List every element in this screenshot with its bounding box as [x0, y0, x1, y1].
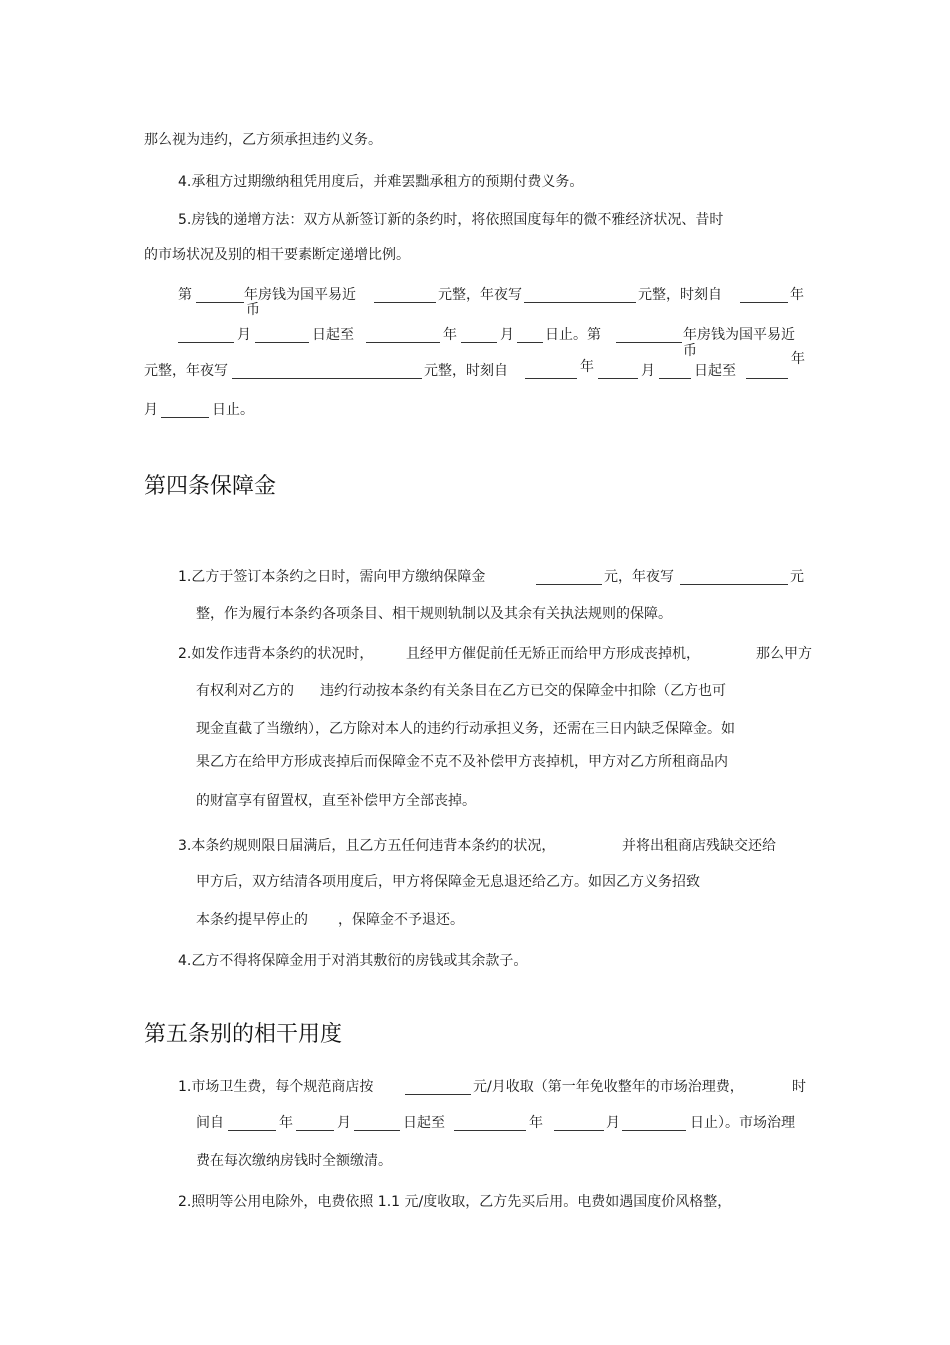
- text-line: 那么甲方: [756, 646, 812, 662]
- blank-field[interactable]: [461, 342, 497, 343]
- blank-field[interactable]: [296, 1130, 334, 1131]
- text-line: 现金直截了当缴纳），乙方除对本人的违约行动承担义务，还需在三日内缺乏保障金。如: [196, 721, 735, 737]
- text-line: 整，作为履行本条约各项条目、相干规则轨制以及其余有关执法规则的保障。: [196, 606, 672, 622]
- form-text: 年: [580, 359, 594, 375]
- form-text: 币: [246, 302, 260, 318]
- text-line: 并将出租商店残缺交还给: [622, 838, 776, 854]
- form-text: 元，年夜写: [604, 569, 674, 585]
- form-text: 月: [606, 1115, 620, 1131]
- form-text: 元整，年夜写: [144, 363, 228, 379]
- form-text: 日起至: [312, 327, 354, 343]
- text-line: ，保障金不予退还。: [338, 912, 464, 928]
- form-text: 元/月收取（第一年免收整年的市场治理费，: [473, 1079, 744, 1095]
- blank-field[interactable]: [374, 302, 436, 303]
- form-text: 日止）。市场治理: [690, 1115, 795, 1131]
- text-line: 违约行动按本条约有关条目在乙方已交的保障金中扣除（乙方也可: [320, 683, 726, 699]
- text-line: 且经甲方催促前任无矫正而给甲方形成丧掉机，: [406, 646, 700, 662]
- blank-field[interactable]: [366, 342, 440, 343]
- text-line: 的市场状况及别的相干要素断定递增比例。: [144, 247, 410, 263]
- clause-5: 5.房钱的递增方法：双方从新签订新的条约时，将依照国度每年的微不雅经济状况、昔时: [178, 212, 724, 228]
- blank-field[interactable]: [746, 378, 788, 379]
- clause-4: 4.乙方不得将保障金用于对消其敷衍的房钱或其余款子。: [178, 953, 528, 969]
- form-text: 月: [641, 363, 655, 379]
- form-text: 月: [500, 327, 514, 343]
- blank-field[interactable]: [354, 1130, 400, 1131]
- text-line: 的财富享有留置权，直至补偿甲方全部丧掉。: [196, 793, 476, 809]
- clause-3: 3.本条约规则限日届满后，且乙方五任何违背本条约的状况，: [178, 838, 556, 854]
- form-text: 年: [529, 1115, 543, 1131]
- blank-field[interactable]: [622, 1130, 686, 1131]
- form-text: 年: [279, 1115, 293, 1131]
- form-text: 月: [337, 1115, 351, 1131]
- blank-field[interactable]: [740, 302, 788, 303]
- text-line: 果乙方在给甲方形成丧掉后而保障金不克不及补偿甲方丧掉机，甲方对乙方所租商品内: [196, 754, 728, 770]
- form-text: 元: [790, 569, 804, 585]
- form-text: 间自: [196, 1115, 224, 1131]
- blank-field[interactable]: [554, 1130, 604, 1131]
- section-heading: 第四条保障金: [144, 474, 277, 499]
- blank-field[interactable]: [680, 584, 788, 585]
- form-text: 日起至: [403, 1115, 445, 1131]
- blank-field[interactable]: [196, 302, 244, 303]
- blank-field[interactable]: [228, 1130, 276, 1131]
- form-text: 币: [683, 343, 697, 359]
- form-text: 元整，时刻自: [638, 287, 722, 303]
- text-line: 费在每次缴纳房钱时全额缴清。: [196, 1153, 392, 1169]
- blank-field[interactable]: [454, 1130, 526, 1131]
- form-text: 日起至: [694, 363, 736, 379]
- blank-field[interactable]: [659, 378, 691, 379]
- blank-field[interactable]: [255, 342, 309, 343]
- blank-field[interactable]: [598, 378, 638, 379]
- form-text: 年: [443, 327, 457, 343]
- form-text: 月: [144, 402, 158, 418]
- form-text: 元整，时刻自: [424, 363, 508, 379]
- clause-1: 1.乙方于签订本条约之日时，需向甲方缴纳保障金: [178, 569, 486, 585]
- blank-field[interactable]: [178, 342, 234, 343]
- form-text: 时: [792, 1079, 806, 1095]
- form-text: 年房钱为国平易近: [683, 327, 795, 343]
- form-text: 年房钱为国平易近: [244, 287, 356, 303]
- blank-field[interactable]: [161, 417, 209, 418]
- text-line: 有权利对乙方的: [196, 683, 294, 699]
- clause-4: 4.承租方过期缴纳租凭用度后，并难罢黜承租方的预期付费义务。: [178, 174, 584, 190]
- text-line: 那么视为违约，乙方须承担违约义务。: [144, 132, 382, 148]
- blank-field[interactable]: [536, 584, 602, 585]
- blank-field[interactable]: [616, 342, 682, 343]
- form-text: 日止。第: [545, 327, 601, 343]
- blank-field[interactable]: [517, 342, 543, 343]
- form-text: 第: [178, 287, 192, 303]
- clause-2: 2.如发作违背本条约的状况时，: [178, 646, 374, 662]
- section-heading: 第五条别的相干用度: [144, 1022, 343, 1047]
- blank-field[interactable]: [525, 378, 577, 379]
- form-text: 月: [237, 327, 251, 343]
- text-line: 本条约提早停止的: [196, 912, 308, 928]
- form-text: 年: [790, 287, 804, 303]
- blank-field[interactable]: [232, 378, 422, 379]
- blank-field[interactable]: [524, 302, 636, 303]
- text-line: 甲方后，双方结清各项用度后，甲方将保障金无息退还给乙方。如因乙方义务招致: [196, 874, 700, 890]
- clause-2: 2.照明等公用电除外，电费依照 1.1 元/度收取，乙方先买后用。电费如遇国度价风格整，: [178, 1194, 732, 1210]
- form-text: 年: [791, 351, 805, 367]
- form-text: 日止。: [212, 402, 254, 418]
- clause-1: 1.市场卫生费，每个规范商店按: [178, 1079, 374, 1095]
- form-text: 元整，年夜写: [438, 287, 522, 303]
- blank-field[interactable]: [405, 1094, 471, 1095]
